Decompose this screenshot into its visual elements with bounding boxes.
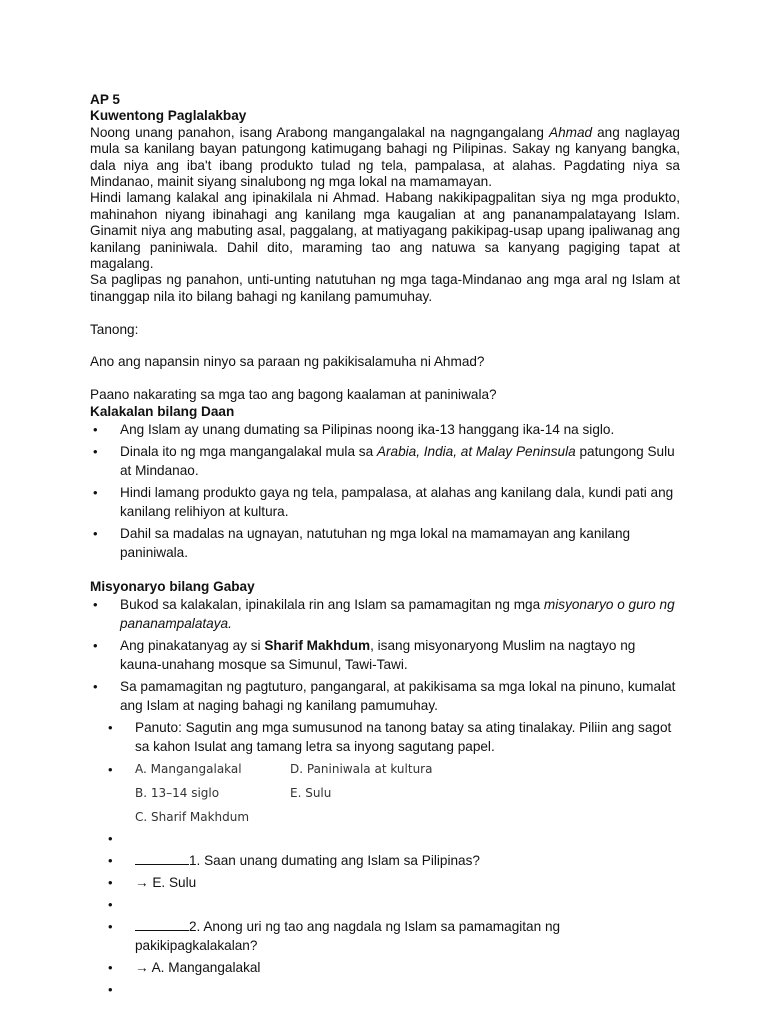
story-paragraph-3: Sa paglipas ng panahon, unti-unting natutuhan ng mga taga-Mindanao ang mga aral ng Islam at tinanggap nila ito bilang bahagi ng kanilang pamumuhay. [90,272,680,304]
list-item: • Bukod sa kalakalan, ipinakilala rin ang Islam sa pamamagitan ng mga misyonaryo o guro ng pananampalataya. [90,595,680,633]
exercise-answer-1: • → E. Sulu [105,873,680,892]
question-1: Ano ang napansin ninyo sa paraan ng pakikisalamuha ni Ahmad? [90,354,485,370]
exercise-question-2: • 2. Anong uri ng tao ang nagdala ng Islam sa pamamagitan ng pakikipagkalakalan? [105,917,680,955]
choice-d: D. Paniniwala at kultura [290,762,433,777]
question-2: Paano nakarating sa mga tao ang bagong kaalaman at paniniwala? [90,387,497,403]
list-item-empty [105,895,680,914]
kalakalan-list [90,420,680,562]
exercise-list [105,718,680,999]
list-item: • Dinala ito ng mga mangangalakal mula sa Arabia, India, at Malay Peninsula patungong Sulu at Mindanao. [90,442,680,480]
list-item: • Dahil sa madalas na ugnayan, natutuhan ng mga lokal na mamamayan ang kanilang paniniwala. [90,524,680,562]
document-page [90,92,680,1002]
story-title: Kuwentong Paglalakbay [90,108,247,124]
choice-e: E. Sulu [290,786,332,801]
choices-box-item [105,760,680,826]
list-item: • Ang Islam ay unang dumating sa Pilipinas noong ika-13 hanggang ika-14 na siglo. [90,420,680,439]
section-heading-kalakalan: Kalakalan bilang Daan [90,403,235,419]
answer-blank [135,852,189,865]
list-item-empty [105,980,680,999]
exercise-instructions: • Panuto: Sagutin ang mga sumusunod na tanong batay sa ating tinalakay. Piliin ang sagot sa kahon Isulat ang tamang letra sa inyong sagutang papel. [105,718,680,756]
story-paragraph-1: Noong unang panahon, isang Arabong mangangalakal na nagngangalang Ahmad ang naglayag mula sa kanilang bayan patungong katimugang bahagi ng Pilipinas. Sakay ng kanyang bangka, dala niya ang iba't ibang produkto tulad ng tela, pampalasa, at alahas. Pagdating niya sa Mindanao, mainit siyang sinalubong ng mga lokal na mamamayan. [90,124,680,190]
list-item: • Hindi lamang produkto gaya ng tela, pampalasa, at alahas ang kanilang dala, kundi pati ang kanilang relihiyon at kultura. [90,483,680,521]
choice-a: • A. Mangangalakal [135,762,242,777]
answer-blank [135,918,189,931]
questions-label: Tanong: [90,321,139,337]
section-heading-misyonaryo: Misyonaryo bilang Gabay [90,579,255,595]
list-item: • Ang pinakatanyag ay si Sharif Makhdum, isang misyonaryong Muslim na nagtayo ng kauna-unahang mosque sa Simunul, Tawi-Tawi. [90,636,680,674]
story-paragraph-2: Hindi lamang kalakal ang ipinakilala ni Ahmad. Habang nakikipagpalitan siya ng mga produkto, mahinahon niyang ibinahagi ang kanilang mga kaugalian at ang pananampalatayang Islam. Ginamit niya ang mabuting asal, paggalang, at matiyagang pakikipag-usap upang ipaliwanag ang kanilang paniniwala. Dahil dito, maraming tao ang natuwa sa kanyang pagiging tapat at magalang. [90,190,680,272]
choice-c: C. Sharif Makhdum [135,810,250,825]
list-item: • Sa pamamagitan ng pagtuturo, pangangaral, at pakikisama sa mga lokal na pinuno, kumalat ang Islam at naging bahagi ng kanilang pamumuhay. [90,677,680,715]
exercise-question-1: • 1. Saan unang dumating ang Islam sa Pilipinas? [105,851,680,870]
choices-box [135,760,680,826]
misyonaryo-list [90,595,680,715]
subject-heading: AP 5 [90,92,120,107]
exercise-answer-2: • → A. Mangangalakal [105,958,680,977]
list-item-empty [105,829,680,848]
choice-b: B. 13–14 siglo [135,786,220,801]
